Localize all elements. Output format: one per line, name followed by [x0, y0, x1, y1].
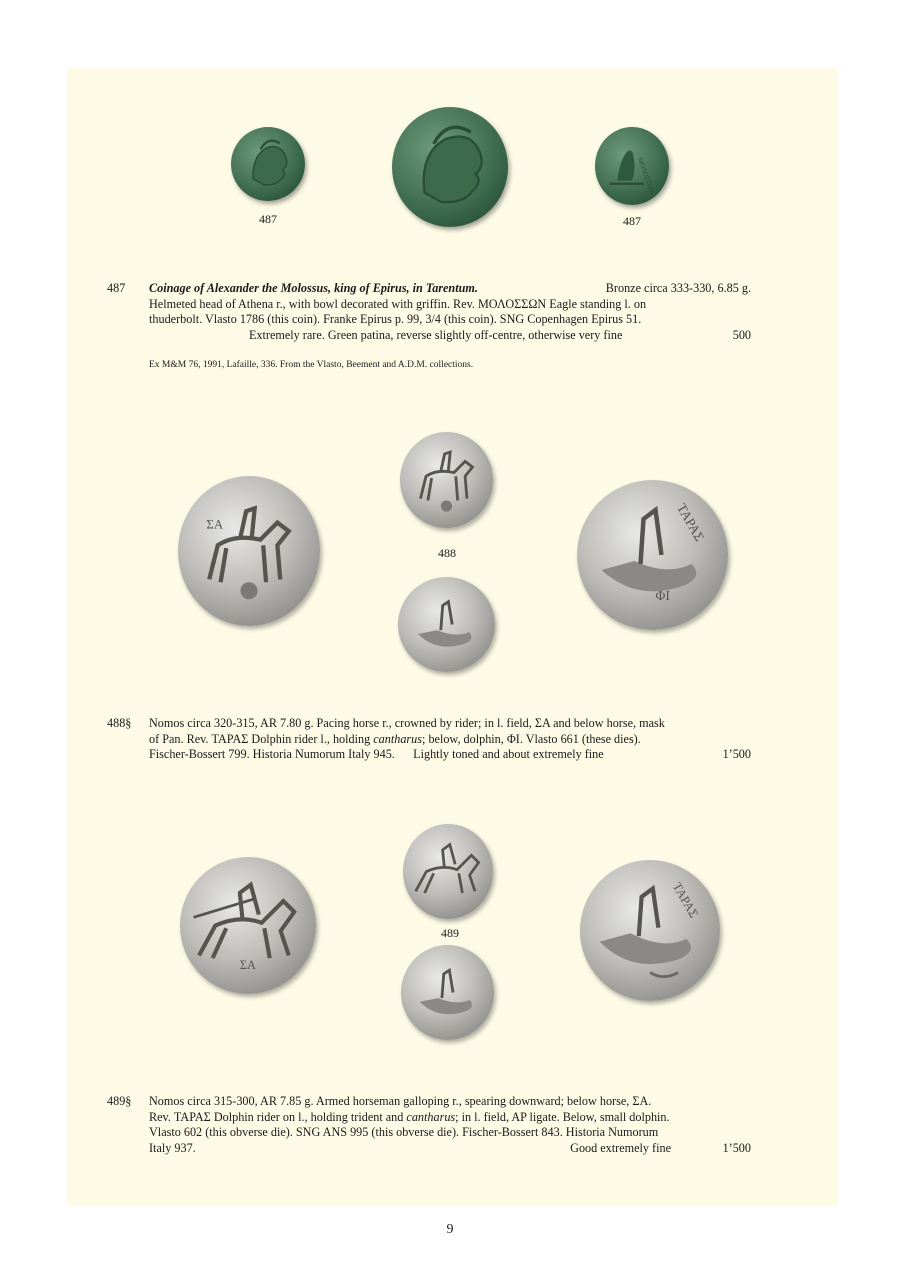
- lot-metrology: Bronze circa 333-330, 6.85 g.: [605, 281, 751, 295]
- coin-489-reverse-small: [401, 945, 494, 1040]
- page-number: 9: [446, 1222, 454, 1237]
- horseman-icon: [180, 857, 316, 994]
- coin-inscription: ΜΟΛΟΣΣΩΝ: [636, 156, 656, 195]
- eagle-icon: [595, 127, 669, 205]
- lot-number: 487: [107, 281, 126, 295]
- athena-head-icon: [392, 107, 508, 227]
- lot-text-line: Helmeted head of Athena r., with bowl decorated with griffin. Rev. ΜΟΛΟΣΣΩΝ Eagle standing l. on: [149, 296, 647, 311]
- lot-estimate: 1’500: [722, 1140, 751, 1155]
- lot-title: Coinage of Alexander the Molossus, king of Epirus, in Tarentum.: [149, 281, 478, 295]
- lot-description: [149, 1094, 751, 1156]
- dolphin-rider-icon: [577, 480, 728, 630]
- athena-head-icon: [231, 127, 305, 201]
- lot-number: 488§: [107, 716, 132, 730]
- lot-number: 489§: [107, 1094, 132, 1108]
- dolphin-rider-icon: [580, 860, 720, 1001]
- lot-estimate: 1’500: [722, 747, 751, 761]
- coin-label-488: 488: [438, 546, 456, 560]
- coin-489-obverse-large: [180, 857, 316, 994]
- coin-inscription: ΤΑΡΑΣ: [673, 501, 708, 544]
- lot-text-line: of Pan. Rev. ΤΑΡΑΣ Dolphin rider l., holding cantharus; below, dolphin, ΦI. Vlasto 661 (these dies).: [149, 731, 641, 746]
- coin-inscription: ΣΑ: [206, 517, 224, 532]
- coin-488-obverse-small: [400, 432, 493, 528]
- coin-489-reverse-large: [580, 860, 720, 1001]
- coin-488-obverse-large: [178, 476, 320, 626]
- lot-text-line: Italy 937.: [149, 1140, 196, 1155]
- coin-inscription: ΤΑΡΑΣ: [669, 880, 701, 921]
- lot-text-line: Nomos circa 315-300, AR 7.85 g. Armed horseman galloping r., spearing downward; below horse, ΣA.: [149, 1094, 652, 1108]
- coin-inscription: ΣΑ: [239, 958, 256, 973]
- lot-description: [149, 716, 751, 763]
- coin-label-489: 489: [441, 926, 459, 940]
- coin-487-reverse: [595, 127, 669, 205]
- dolphin-rider-icon: [398, 577, 495, 672]
- lot-text-line: thuderbolt. Vlasto 1786 (this coin). Franke Epirus p. 99, 3/4 (this coin). SNG Copenhagen Epirus 51.: [149, 312, 642, 326]
- lot-condition: Extremely rare. Green patina, reverse slightly off-centre, otherwise very fine: [249, 327, 623, 342]
- horse-rider-icon: [178, 476, 320, 626]
- lot-text-line: Rev. ΤΑΡΑΣ Dolphin rider on l., holding trident and cantharus; in l. field, AP ligate. Below, small dolphin.: [149, 1109, 670, 1124]
- lot-description: [149, 281, 751, 343]
- coin-487-obverse-large: [392, 107, 508, 227]
- lot-condition: Lightly toned and about extremely fine: [413, 747, 604, 761]
- lot-text-line: Nomos circa 320-315, AR 7.80 g. Pacing horse r., crowned by rider; in l. field, ΣA and below horse, mask: [149, 716, 665, 730]
- coin-label-487-right: 487: [623, 214, 641, 228]
- horse-rider-icon: [400, 432, 493, 528]
- lot-estimate: 500: [732, 327, 751, 342]
- lot-condition: Good extremely fine: [570, 1140, 671, 1155]
- lot-text-line: Fischer-Bossert 799. Historia Numorum Italy 945.: [149, 747, 395, 761]
- lot-text-line: Vlasto 602 (this obverse die). SNG ANS 995 (this obverse die). Fischer-Bossert 843. Historia Numorum: [149, 1125, 659, 1139]
- horseman-icon: [403, 824, 493, 919]
- coin-inscription: ΦΙ: [655, 588, 670, 603]
- coin-487-obverse-small: [231, 127, 305, 201]
- coin-488-reverse-large: [577, 480, 728, 630]
- coin-label-487-left: 487: [259, 212, 277, 226]
- coin-489-obverse-small: [403, 824, 493, 919]
- lot-487-provenance: Ex M&M 76, 1991, Lafaille, 336. From the Vlasto, Beement and A.D.M. collections.: [149, 360, 474, 370]
- coin-488-reverse-small: [398, 577, 495, 672]
- dolphin-rider-icon: [401, 945, 494, 1040]
